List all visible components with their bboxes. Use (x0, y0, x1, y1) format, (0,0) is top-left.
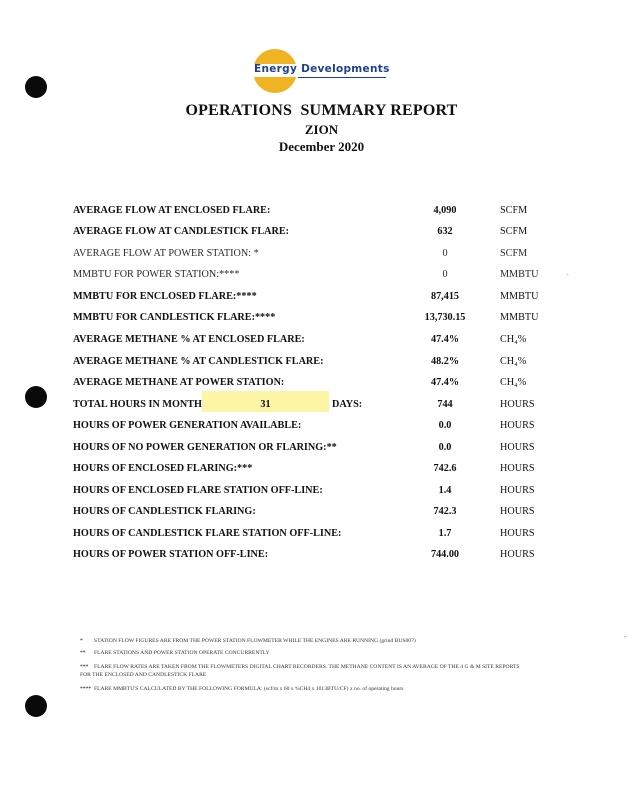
table-row (0, 356, 643, 377)
row-unit: HOURS (500, 463, 535, 474)
row-unit: MMBTU (500, 291, 539, 302)
logo-word-developments: Developments (301, 63, 390, 75)
row-value: 47.4% (430, 334, 459, 345)
row-unit: HOURS (500, 485, 535, 496)
binder-hole-top (25, 76, 47, 98)
row-unit: MMBTU (500, 269, 539, 280)
row-value: 0.0 (438, 442, 452, 453)
row-value: 1.4 (438, 485, 452, 496)
row-unit: HOURS (500, 506, 535, 517)
row-unit: CH₄% (500, 356, 527, 367)
row-value: 742.6 (433, 463, 457, 474)
company-logo (250, 49, 390, 93)
table-row (0, 442, 643, 463)
row-value: 632 (437, 226, 453, 237)
row-label: MMBTU FOR POWER STATION:**** (73, 269, 240, 280)
margin-mark: - (566, 270, 569, 279)
table-row (0, 291, 643, 312)
footnote-marker: **** (80, 686, 92, 692)
row-label: AVERAGE METHANE % AT ENCLOSED FLARE: (73, 334, 305, 345)
footnote-text: FLARE STATIONS AND POWER STATION OPERATE CONCURRENTLY (94, 650, 270, 656)
row-value: 4,090 (433, 205, 457, 216)
row-value: 48.2% (430, 356, 459, 367)
row-unit: HOURS (500, 420, 535, 431)
row-unit: HOURS (500, 528, 535, 539)
row-unit: HOURS (500, 549, 535, 560)
row-label: AVERAGE METHANE % AT CANDLESTICK FLARE: (73, 356, 324, 367)
row-value: 744 (437, 399, 453, 410)
footnote-marker: * (80, 638, 83, 644)
days-label: DAYS: (332, 399, 363, 410)
logo-text (254, 63, 390, 75)
row-label: HOURS OF POWER GENERATION AVAILABLE: (73, 420, 302, 431)
row-label: HOURS OF CANDLESTICK FLARING: (73, 506, 256, 517)
table-row (0, 205, 643, 226)
footnote-text: STATION FLOW FIGURES ARE FROM THE POWER STATION FLOWMETER WHILE THE ENGINES ARE RUNNING (grind BUS007) (94, 638, 416, 644)
row-label: HOURS OF ENCLOSED FLARING:*** (73, 463, 253, 474)
site-name: ZION (304, 122, 339, 137)
row-value: 13,730.15 (424, 312, 466, 323)
row-label: HOURS OF NO POWER GENERATION OR FLARING:** (73, 442, 337, 453)
table-row (0, 226, 643, 247)
row-value: 0.0 (438, 420, 452, 431)
row-label: HOURS OF CANDLESTICK FLARE STATION OFF-LINE: (73, 528, 342, 539)
footnote-text: FLARE MMBTU'S CALCULATED BY THE FOLLOWING FORMULA: (scf/m x 60 x %CH4 x 1013BTU/CF) x no. of operating hours (94, 686, 404, 692)
row-label: AVERAGE FLOW AT POWER STATION: * (73, 248, 259, 259)
row-unit: CH₄% (500, 334, 527, 345)
footnote-continuation: FOR THE ENCLOSED AND CANDLESTICK FLARE (80, 672, 207, 678)
row-unit: SCFM (500, 205, 528, 216)
row-label: HOURS OF ENCLOSED FLARE STATION OFF-LINE: (73, 485, 323, 496)
footnote (80, 664, 520, 670)
logo-word-energy: Energy (254, 63, 298, 75)
row-label: AVERAGE FLOW AT CANDLESTICK FLARE: (73, 226, 290, 237)
footnote-marker: *** (80, 664, 89, 670)
table-row (0, 269, 643, 290)
row-unit: SCFM (500, 226, 528, 237)
row-unit: CH₄% (500, 377, 527, 388)
table-row (0, 312, 643, 333)
row-value: 742.3 (433, 506, 457, 517)
row-unit: MMBTU (500, 312, 539, 323)
row-value: 0 (442, 248, 448, 259)
table-row (0, 248, 643, 269)
row-label: MMBTU FOR CANDLESTICK FLARE:**** (73, 312, 276, 323)
footnote (80, 638, 416, 644)
table-row (0, 485, 643, 506)
row-value: 744.00 (430, 549, 459, 560)
table-row (0, 399, 643, 420)
row-value: 47.4% (430, 377, 459, 388)
table-row (0, 528, 643, 549)
table-row (0, 334, 643, 355)
row-label: AVERAGE FLOW AT ENCLOSED FLARE: (73, 205, 271, 216)
row-value: 87,415 (430, 291, 459, 302)
report-period: December 2020 (278, 139, 365, 154)
table-row (0, 506, 643, 527)
logo-underline (298, 77, 386, 78)
footnote (80, 650, 270, 656)
margin-mark: - (624, 632, 627, 641)
row-label: HOURS OF POWER STATION OFF-LINE: (73, 549, 269, 560)
row-value: 0 (442, 269, 448, 280)
table-row (0, 463, 643, 484)
table-row (0, 420, 643, 441)
footnote-text: FLARE FLOW RATES ARE TAKEN FROM THE FLOWMETERS DIGITAL CHART RECORDERS. THE METHANE CONTENT IS AN AVERAGE OF THE 4 G & M SITE REPORTS (94, 664, 520, 670)
report-title: OPERATIONS SUMMARY REPORT (185, 102, 458, 119)
row-unit: HOURS (500, 442, 535, 453)
row-label: MMBTU FOR ENCLOSED FLARE:**** (73, 291, 257, 302)
days-in-month: 31 (260, 399, 271, 410)
row-unit: SCFM (500, 248, 528, 259)
table-row (0, 549, 643, 570)
row-unit: HOURS (500, 399, 535, 410)
footnote (80, 686, 403, 692)
footnote-marker: ** (80, 650, 86, 656)
row-value: 1.7 (438, 528, 452, 539)
row-label: TOTAL HOURS IN MONTH (73, 399, 202, 410)
row-label: AVERAGE METHANE AT POWER STATION: (73, 377, 285, 388)
binder-hole-bottom (25, 695, 47, 717)
